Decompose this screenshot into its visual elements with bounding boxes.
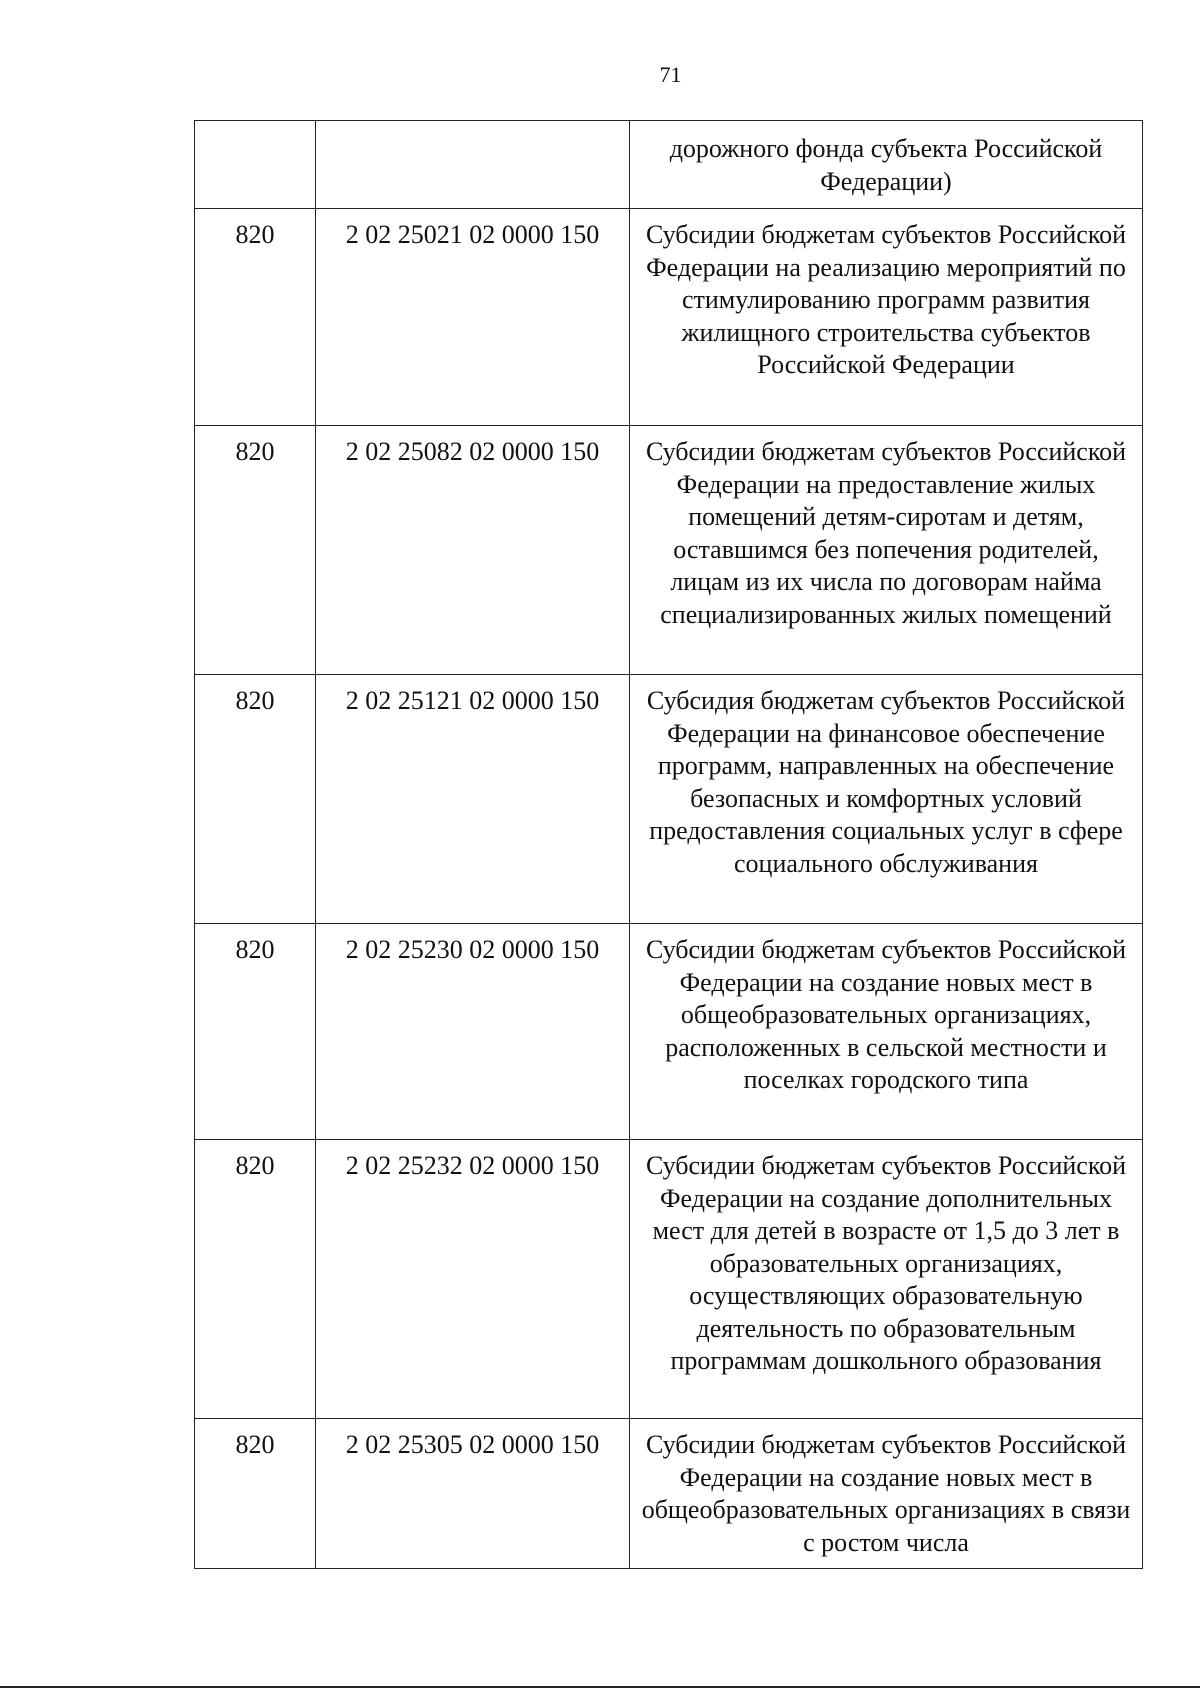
budget-revenue-table (194, 120, 1143, 1569)
revenue-name-cell: Субсидия бюджетам субъектов Российской Федерации на финансовое обеспечение программ, направленных на обеспечение безопасных и комфортных условий предоставления социальных услуг в сфере социального обслуживания (630, 675, 1143, 924)
table-row (195, 426, 1143, 675)
admin-code-cell: 820 (195, 924, 316, 1140)
admin-code-cell: 820 (195, 1140, 316, 1419)
budget-code-cell: 2 02 25230 02 0000 150 (316, 924, 630, 1140)
revenue-name-cell: Субсидии бюджетам субъектов Российской Федерации на предоставление жилых помещений детям-сиротам и детям, оставшимся без попечения родителей, лицам из их числа по договорам найма специализированных жилых помещений (630, 426, 1143, 675)
budget-code-cell: 2 02 25121 02 0000 150 (316, 675, 630, 924)
table-row (195, 1140, 1143, 1419)
admin-code-cell (195, 121, 316, 209)
table-row (195, 924, 1143, 1140)
admin-code-cell: 820 (195, 675, 316, 924)
budget-code-cell: 2 02 25021 02 0000 150 (316, 209, 630, 426)
admin-code-cell: 820 (195, 209, 316, 426)
budget-code-cell: 2 02 25305 02 0000 150 (316, 1419, 630, 1569)
admin-code-cell: 820 (195, 426, 316, 675)
budget-code-cell: 2 02 25232 02 0000 150 (316, 1140, 630, 1419)
table-row (195, 1419, 1143, 1569)
revenue-name-cell: Субсидии бюджетам субъектов Российской Федерации на создание новых мест в общеобразовательных организациях в связи с ростом числа (630, 1419, 1143, 1569)
budget-code-cell: 2 02 25082 02 0000 150 (316, 426, 630, 675)
budget-code-cell (316, 121, 630, 209)
revenue-name-cell: Субсидии бюджетам субъектов Российской Федерации на создание новых мест в общеобразовательных организациях, расположенных в сельской местности и поселках городского типа (630, 924, 1143, 1140)
table-row (195, 121, 1143, 209)
table-row (195, 675, 1143, 924)
page-number: 71 (659, 62, 682, 87)
revenue-name-cell: Субсидии бюджетам субъектов Российской Федерации на создание дополнительных мест для детей в возрасте от 1,5 до 3 лет в образовательных организациях, осуществляющих образовательную деятельность по образовательным программам дошкольного образования (630, 1140, 1143, 1419)
revenue-name-cell: Субсидии бюджетам субъектов Российской Федерации на реализацию мероприятий по стимулированию программ развития жилищного строительства субъектов Российской Федерации (630, 209, 1143, 426)
revenue-name-cell: дорожного фонда субъекта Российской Федерации) (630, 121, 1143, 209)
table-row (195, 209, 1143, 426)
admin-code-cell: 820 (195, 1419, 316, 1569)
